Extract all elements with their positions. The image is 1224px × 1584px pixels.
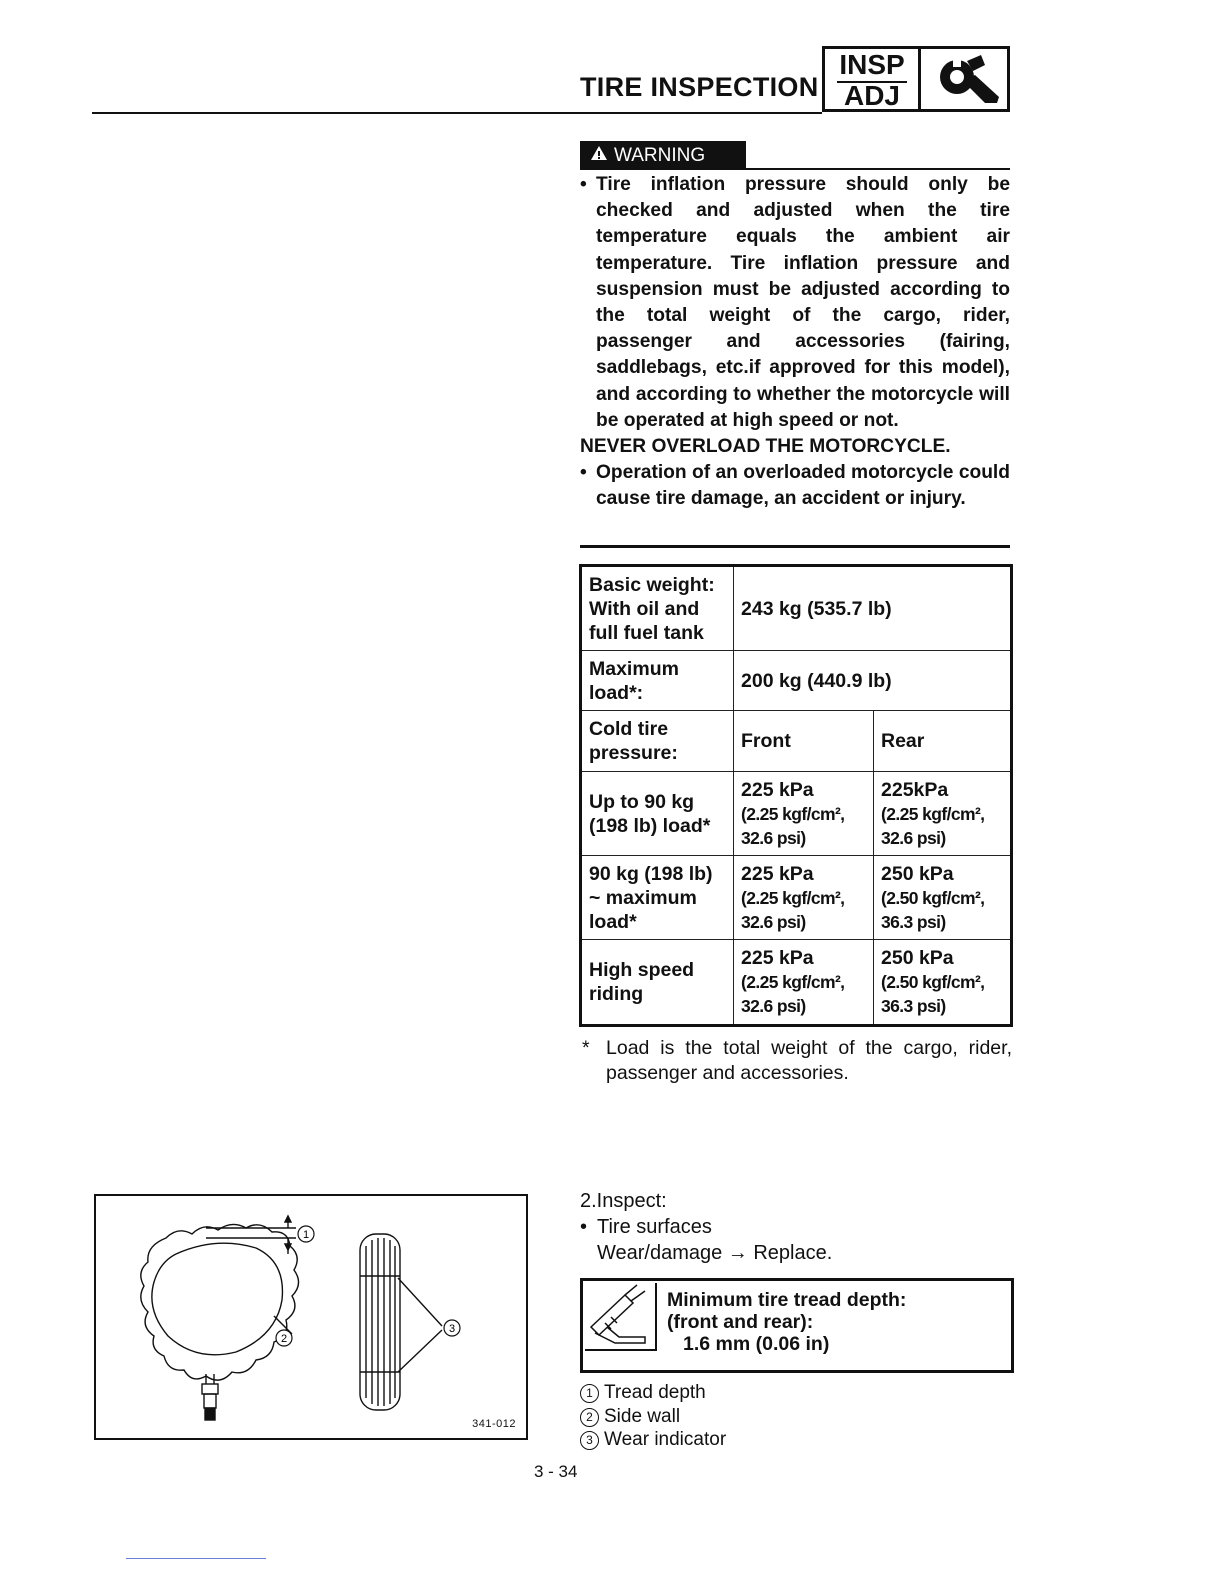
svg-text:1: 1 — [302, 1229, 310, 1241]
col-rear-header: Rear — [874, 711, 1012, 772]
inspect-step: 2.Inspect: — [580, 1190, 667, 1212]
inspect-steps — [580, 1188, 832, 1266]
svg-text:2: 2 — [280, 1333, 288, 1345]
badge-adj: ADJ — [843, 80, 900, 111]
table-row — [581, 651, 1012, 711]
legend-item — [580, 1405, 726, 1429]
tread-depth-spec-box — [580, 1278, 1014, 1373]
rear-pressure: 225kPa (2.25 kgf/cm², 32.6 psi) — [874, 772, 1012, 856]
warning-caps-line: NEVER OVERLOAD THE MOTORCYCLE. — [580, 436, 951, 458]
legend-number: 3 — [580, 1431, 599, 1450]
tire-drawing — [96, 1196, 526, 1438]
warning-bullet-2: • Operation of an overloaded motorcycle could cause tire damage, an accident or injury. — [580, 460, 1010, 512]
rear-pressure: 250 kPa (2.50 kgf/cm², 36.3 psi) — [874, 940, 1012, 1026]
header-rule — [92, 112, 822, 114]
row-label: Up to 90 kg (198 lb) load* — [581, 772, 734, 856]
footnote-star: * — [582, 1037, 590, 1059]
legend-number: 2 — [580, 1408, 599, 1427]
warning-label — [580, 141, 746, 170]
cold-tire-label: Cold tire pressure: — [581, 711, 734, 772]
wrench-icon — [923, 51, 1009, 109]
inspect-action: Wear/damage → Replace. — [597, 1242, 833, 1264]
table-row — [581, 566, 1012, 651]
front-pressure: 225 kPa (2.25 kgf/cm², 32.6 psi) — [734, 772, 874, 856]
row-label: High speed riding — [581, 940, 734, 1026]
spec-line-2: (front and rear): — [667, 1311, 814, 1333]
legend-text: Tread depth — [604, 1382, 706, 1403]
callout-1 — [298, 1226, 314, 1242]
col-front-header: Front — [734, 711, 874, 772]
figure-code: 341-012 — [472, 1418, 516, 1430]
spec-line-1: Minimum tire tread depth: — [667, 1289, 907, 1311]
table-row — [581, 940, 1012, 1026]
callout-2 — [276, 1330, 292, 1346]
spec-value: 1.6 mm (0.06 in) — [683, 1333, 830, 1355]
footnote-text: Load is the total weight of the cargo, rider, passenger and accessories. — [606, 1037, 1012, 1084]
badge-insp: INSP — [839, 49, 905, 80]
row-label: 90 kg (198 lb) ~ maximum load* — [581, 856, 734, 940]
legend-number: 1 — [580, 1384, 599, 1403]
table-row — [581, 711, 1012, 772]
warning-top-rule — [746, 168, 1010, 170]
table-row — [581, 856, 1012, 940]
legend-item — [580, 1381, 726, 1405]
caliper-icon — [585, 1283, 657, 1351]
warning-label-text: WARNING — [614, 145, 706, 166]
max-load-value: 200 kg (440.9 lb) — [734, 651, 1012, 711]
warning-bullet-1: • Tire inflation pressure should only be checked and adjusted when the tire temperature equals the ambient air temperature. Tire inflation pressure and suspension must be adjusted according to the total weight of the cargo, rider, passenger and accessories (fairing, saddlebags, etc.if approved for this model), and according to whether the motorcycle will be operated at high speed or not. — [580, 172, 1010, 434]
callout-3 — [444, 1320, 460, 1336]
load-pressure-table — [579, 564, 1013, 1027]
page-number: 3 - 34 — [534, 1462, 578, 1481]
figure-legend — [580, 1381, 726, 1452]
warning-body — [580, 172, 1010, 513]
basic-weight-value: 243 kg (535.7 lb) — [734, 566, 1012, 651]
page-title: TIRE INSPECTION — [580, 72, 819, 102]
legend-text: Side wall — [604, 1405, 681, 1427]
warning-triangle-icon — [590, 141, 608, 170]
max-load-label: Maximum load*: — [581, 651, 734, 711]
tire-illustration — [94, 1194, 528, 1440]
bottom-rule — [126, 1558, 266, 1559]
basic-weight-label: Basic weight: With oil and full fuel tank — [581, 566, 734, 651]
section-badge — [822, 46, 1010, 112]
svg-text:3: 3 — [448, 1323, 456, 1335]
legend-text: Wear indicator — [604, 1429, 727, 1450]
badge-text-box — [825, 49, 921, 109]
inspect-item: • Tire surfaces — [580, 1214, 832, 1240]
front-pressure: 225 kPa (2.25 kgf/cm², 32.6 psi) — [734, 940, 874, 1026]
legend-item — [580, 1428, 726, 1452]
spec-text — [667, 1289, 906, 1355]
rear-pressure: 250 kPa (2.50 kgf/cm², 36.3 psi) — [874, 856, 1012, 940]
warning-bottom-rule — [580, 545, 1010, 548]
table-row — [581, 772, 1012, 856]
footnote — [580, 1036, 1012, 1086]
front-pressure: 225 kPa (2.25 kgf/cm², 32.6 psi) — [734, 856, 874, 940]
